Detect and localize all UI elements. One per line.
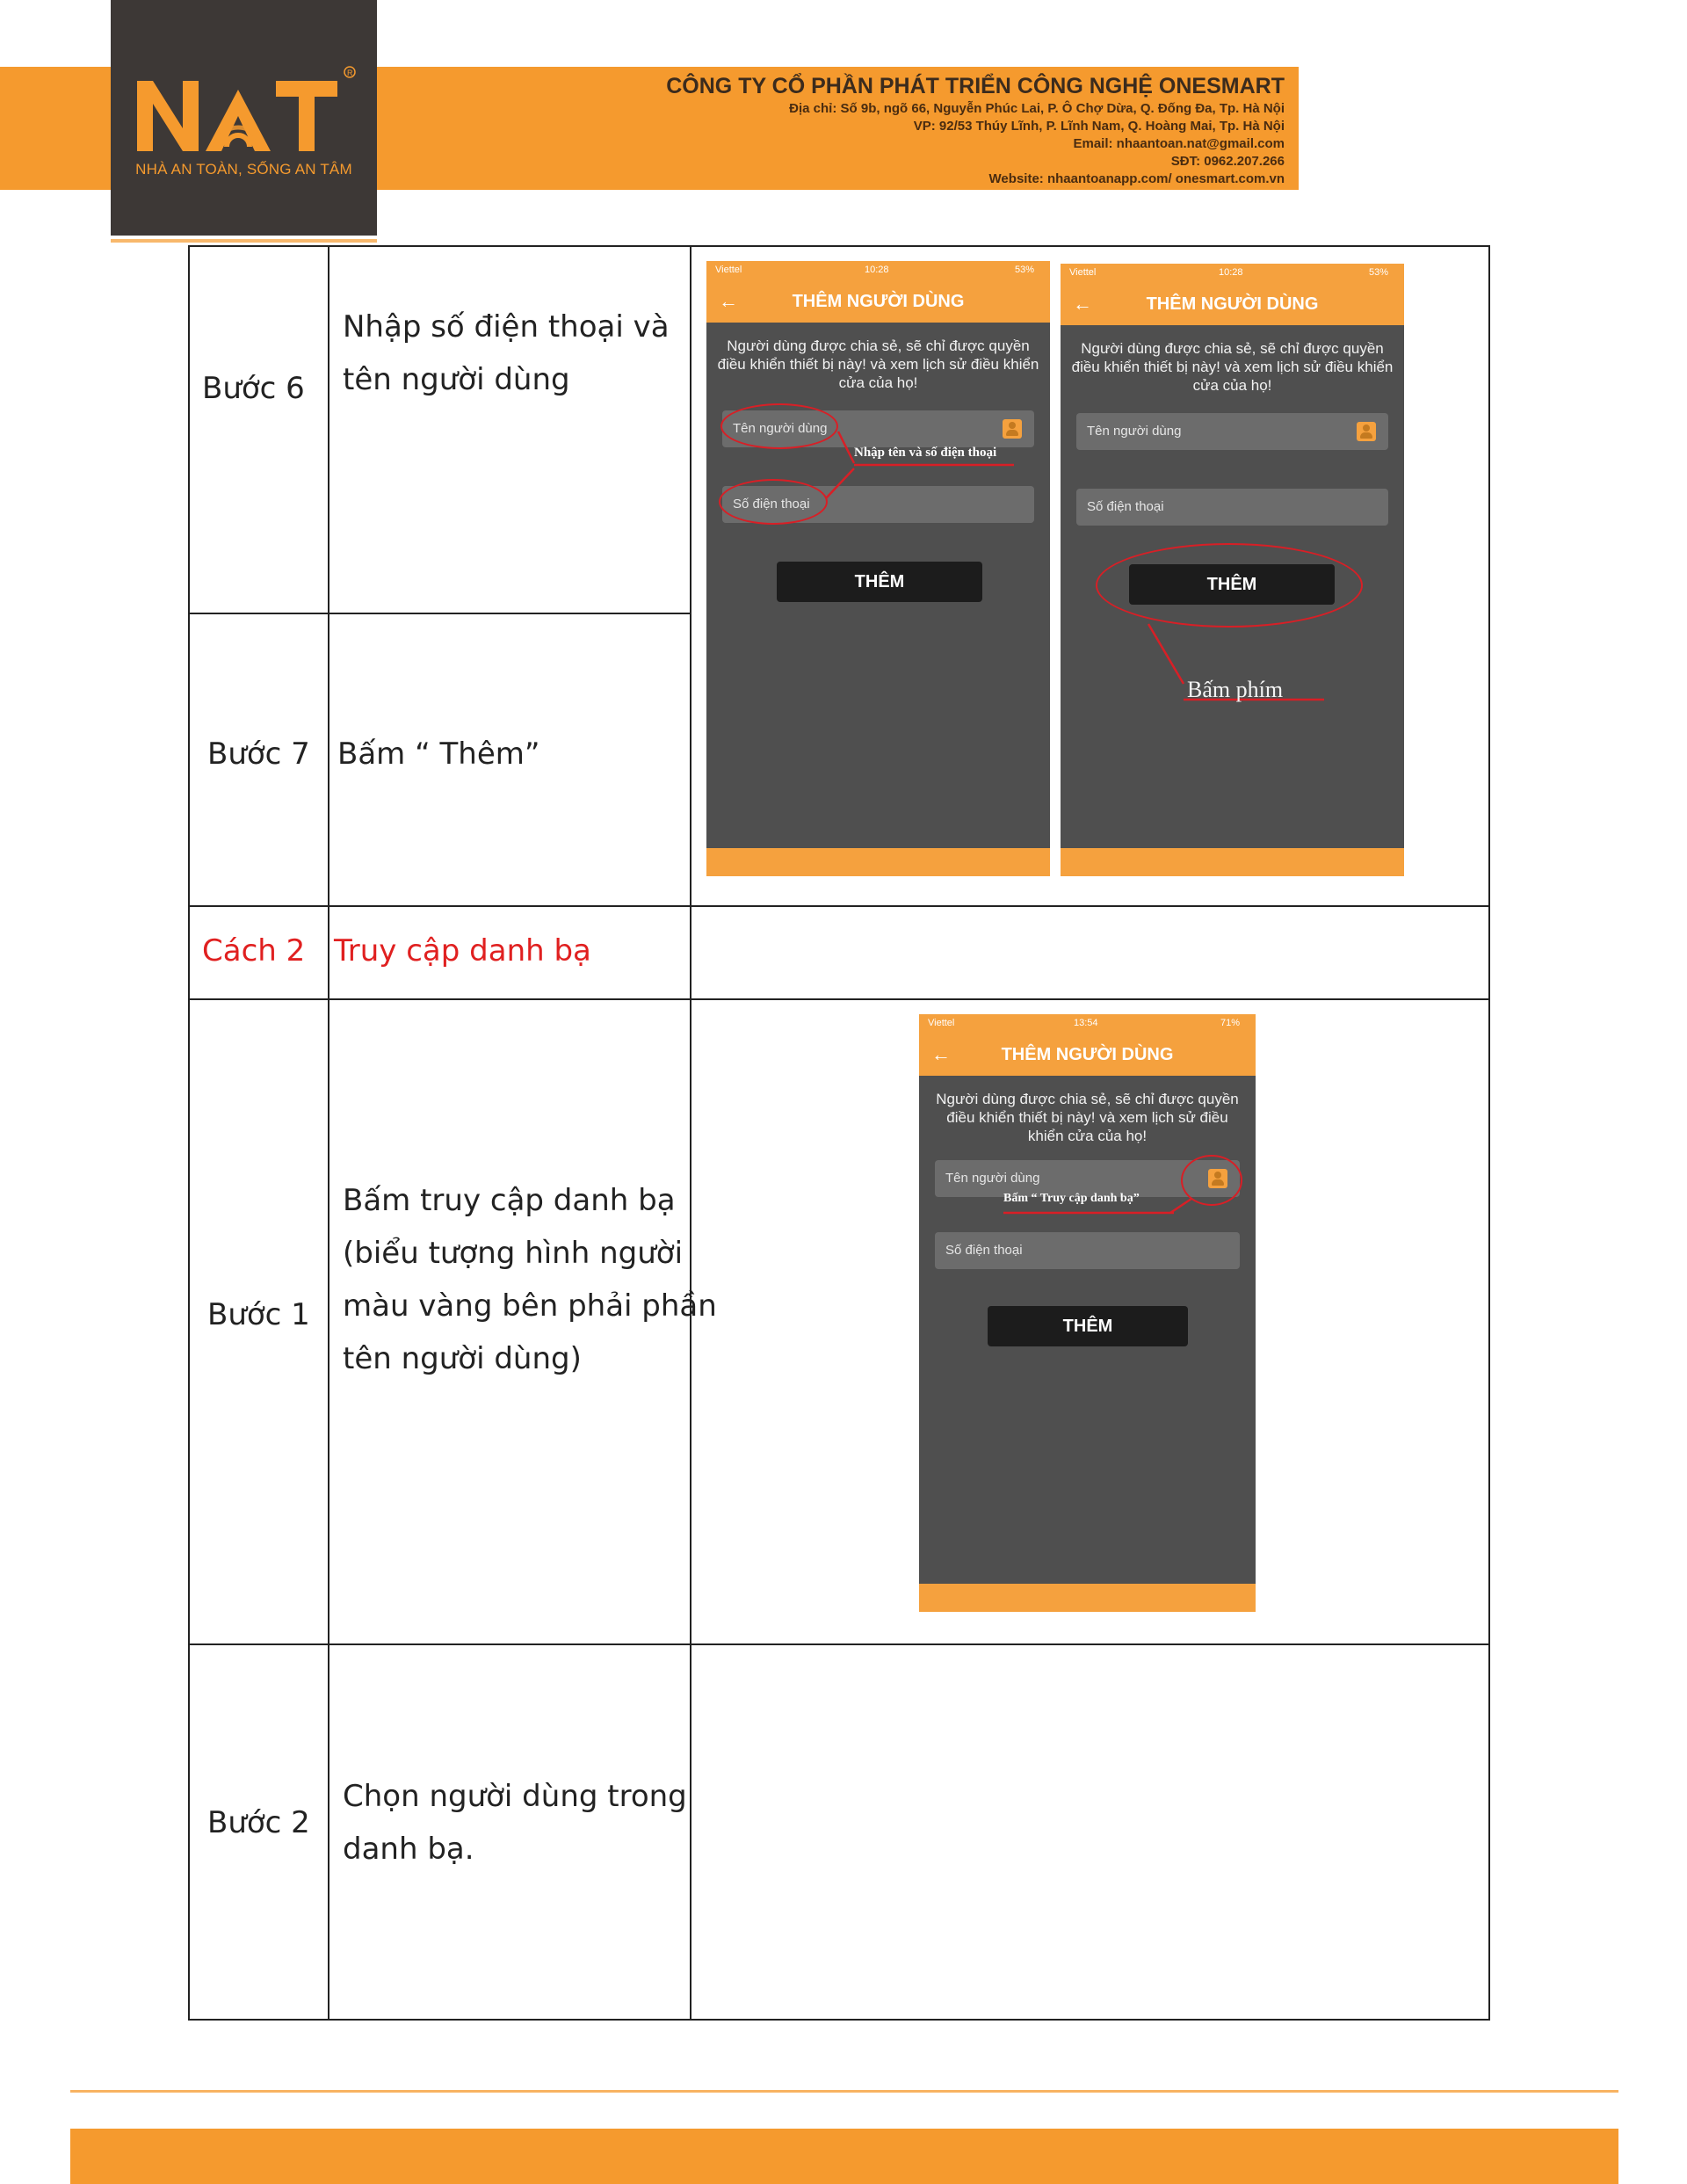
step-description: Chọn người dùng trong [343, 1779, 687, 1814]
method-title: Truy cập danh bạ [334, 933, 591, 969]
phone-screenshot-press-add [1061, 264, 1404, 876]
annotation-pointer-lines [919, 1014, 1256, 1612]
company-address: Địa chỉ: Số 9b, ngõ 66, Nguyễn Phúc Lai, P. Ô Chợ Dừa, Q. Đống Đa, Tp. Hà Nội [789, 101, 1285, 116]
status-time: 10:28 [865, 265, 889, 275]
company-phone: SĐT: 0962.207.266 [1170, 154, 1285, 169]
table-col-divider [690, 245, 691, 2021]
nat-logo-icon [128, 63, 366, 160]
company-name: CÔNG TY CỔ PHẦN PHÁT TRIỂN CÔNG NGHỆ ONESMART [666, 74, 1285, 98]
phone-screenshot-open-contacts [919, 1014, 1256, 1612]
status-battery: 53% [1014, 265, 1034, 275]
step-description: Bấm “ Thêm” [337, 736, 540, 772]
step-label: Bước 2 [207, 1805, 310, 1840]
annotation-note: Bấm phím [1187, 677, 1284, 702]
back-arrow-icon[interactable]: ← [931, 1043, 951, 1065]
screen-title: THÊM NGƯỜI DÙNG [1146, 294, 1319, 314]
table-row-divider [188, 998, 1490, 1000]
step-description: Bấm truy cập danh bạ [343, 1183, 676, 1218]
status-time: 10:28 [1219, 267, 1243, 278]
footer-band [70, 2129, 1618, 2184]
step-description: (biểu tượng hình người [343, 1236, 684, 1271]
screen-description: Người dùng được chia sẻ, sẽ chỉ được quyền điều khiển thiết bị này! và xem lịch sử điều khiển cửa của họ! [936, 1091, 1239, 1144]
screen-title: THÊM NGƯỜI DÙNG [792, 292, 965, 311]
screen-description: Người dùng được chia sẻ, sẽ chỉ được quyền điều khiển thiết bị này! và xem lịch sử điều khiển cửa của họ! [1071, 340, 1394, 394]
back-arrow-icon[interactable]: ← [1073, 293, 1092, 315]
step-description: màu vàng bên phải phần [343, 1288, 717, 1324]
screen-footer [1061, 848, 1404, 876]
user-name-placeholder: Tên người dùng [1087, 424, 1182, 439]
status-carrier: Viettel [928, 1018, 955, 1028]
add-button[interactable]: THÊM [1129, 564, 1335, 605]
table-row-divider [188, 1643, 1490, 1645]
phone-number-placeholder: Số điện thoại [945, 1243, 1023, 1258]
screen-footer [919, 1584, 1256, 1612]
footer-line [70, 2090, 1618, 2093]
step-description: tên người dùng) [343, 1341, 582, 1376]
step-description: Nhập số điện thoại và [343, 309, 670, 345]
screen-title: THÊM NGƯỜI DÙNG [1001, 1045, 1174, 1064]
status-time: 13:54 [1074, 1018, 1098, 1028]
status-battery: 53% [1368, 267, 1388, 278]
screen-description: Người dùng được chia sẻ, sẽ chỉ được quyền điều khiển thiết bị này! và xem lịch sử điều khiển cửa của họ! [717, 337, 1039, 391]
method-label: Cách 2 [202, 933, 306, 969]
user-name-placeholder: Tên người dùng [945, 1171, 1040, 1186]
step-label: Bước 6 [202, 371, 305, 406]
phone-number-placeholder: Số điện thoại [733, 497, 810, 512]
company-website: Website: nhaantoanapp.com/ onesmart.com.vn [988, 171, 1285, 186]
phone-number-placeholder: Số điện thoại [1087, 499, 1164, 514]
status-carrier: Viettel [715, 265, 742, 275]
table-col-divider [328, 245, 329, 2021]
phone-screenshot-enter-details [706, 261, 1050, 876]
company-logo [111, 0, 377, 236]
step-label: Bước 1 [207, 1297, 310, 1332]
table-row-divider [188, 905, 1490, 907]
user-name-placeholder: Tên người dùng [733, 421, 828, 436]
step-description: tên người dùng [343, 362, 570, 397]
table-row-divider [188, 613, 691, 614]
annotation-pointer-lines [1061, 264, 1404, 876]
step-description: danh bạ. [343, 1832, 474, 1867]
company-email: Email: nhaantoan.nat@gmail.com [1073, 136, 1285, 151]
status-battery: 71% [1220, 1018, 1240, 1028]
add-button[interactable]: THÊM [777, 562, 982, 602]
annotation-note: Nhập tên và số điện thoại [854, 446, 997, 460]
svg-text:R: R [347, 69, 353, 77]
back-arrow-icon[interactable]: ← [719, 290, 738, 312]
company-office: VP: 92/53 Thúy Lĩnh, P. Lĩnh Nam, Q. Hoàng Mai, Tp. Hà Nội [913, 119, 1285, 134]
logo-underline [111, 239, 377, 243]
annotation-pointer-lines [706, 261, 1050, 876]
annotation-note: Bấm “ Truy cập danh bạ” [1003, 1192, 1140, 1205]
add-button[interactable]: THÊM [988, 1306, 1188, 1346]
screen-footer [706, 848, 1050, 876]
step-label: Bước 7 [207, 736, 310, 772]
status-carrier: Viettel [1069, 267, 1097, 278]
company-info [666, 72, 1285, 188]
logo-tagline: NHÀ AN TOÀN, SỐNG AN TÂM [135, 161, 352, 178]
